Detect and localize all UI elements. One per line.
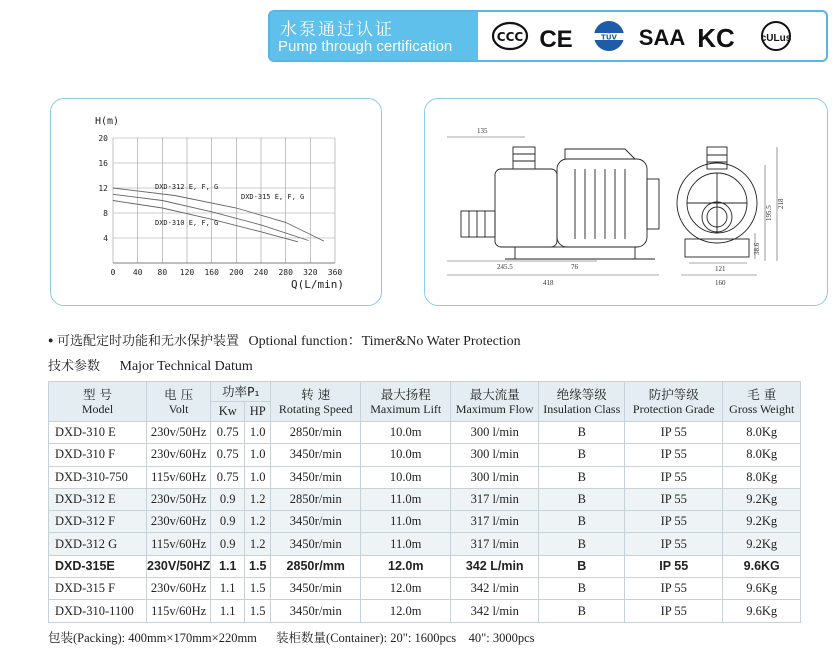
cell-volt: 230v/50Hz <box>147 422 211 444</box>
header-power: 功率P₁ <box>211 382 271 402</box>
table-row <box>49 488 801 510</box>
cell-model: DXD-312 G <box>49 533 147 555</box>
cell-flow: 342 l/min <box>451 600 539 622</box>
pump-dimension-drawing <box>425 99 829 307</box>
dim-135: 135 <box>477 127 488 135</box>
cell-model: DXD-310 E <box>49 422 147 444</box>
cell-insulation: B <box>539 600 625 622</box>
cell-model: DXD-310-1100 <box>49 600 147 622</box>
dim-245-5: 245.5 <box>497 263 513 271</box>
cell-protection: IP 55 <box>625 578 723 600</box>
cell-weight: 9.6Kg <box>723 600 801 622</box>
technical-datum-heading <box>48 355 253 375</box>
dim-160: 160 <box>715 279 726 287</box>
cell-insulation: B <box>539 422 625 444</box>
certification-logos <box>486 14 822 58</box>
certification-title-en: Pump through certification <box>278 38 453 55</box>
technical-datum-cn: 技术参数 <box>48 359 101 374</box>
cell-insulation: B <box>539 511 625 533</box>
cell-hp: 1.5 <box>245 600 271 622</box>
cell-insulation: B <box>539 533 625 555</box>
culus-logo <box>761 22 792 50</box>
ccc-logo <box>493 23 527 49</box>
cell-weight: 9.2Kg <box>723 511 801 533</box>
cell-flow: 300 l/min <box>451 466 539 488</box>
cell-flow: 342 l/min <box>451 578 539 600</box>
cell-kw: 0.9 <box>211 488 245 510</box>
cell-weight: 8.0Kg <box>723 444 801 466</box>
cell-speed: 3450r/min <box>271 533 361 555</box>
header-volt: 电 压 Volt <box>147 382 211 422</box>
cell-volt: 115v/60Hz <box>147 533 211 555</box>
table-row <box>49 422 801 444</box>
optional-function-en: Optional function：Timer&No Water Protection <box>248 334 521 349</box>
cell-lift: 11.0m <box>361 533 451 555</box>
series-label-2: DXD-315 E, F, G <box>241 193 305 201</box>
cell-volt: 230v/60Hz <box>147 578 211 600</box>
header-weight: 毛 重 Gross Weight <box>723 382 801 422</box>
svg-text:cULus: cULus <box>760 33 792 44</box>
y-tick-label: 4 <box>103 234 108 243</box>
cell-volt: 230v/60Hz <box>147 444 211 466</box>
saa-logo <box>639 25 686 50</box>
cell-lift: 12.0m <box>361 555 451 577</box>
cell-kw: 1.1 <box>211 600 245 622</box>
cell-speed: 3450r/min <box>271 578 361 600</box>
series-label-3: DXD-310 E, F, G <box>155 219 219 227</box>
y-tick-label: 16 <box>98 159 108 168</box>
certification-title-cn: 水泵通过认证 <box>280 20 394 40</box>
dim-418: 418 <box>543 279 554 287</box>
cell-speed: 3450r/min <box>271 444 361 466</box>
table-row <box>49 555 801 577</box>
svg-text:KC: KC <box>697 23 735 53</box>
tuv-logo <box>594 21 624 51</box>
table-row <box>49 444 801 466</box>
optional-function-line <box>48 330 521 350</box>
container-en: (Container): 20": 1600pcs 40": 3000pcs <box>326 631 535 645</box>
performance-curve-chart <box>51 99 383 307</box>
pump-dimension-panel <box>424 98 828 306</box>
x-tick-label: 160 <box>204 268 219 277</box>
cell-volt: 115v/60Hz <box>147 600 211 622</box>
cell-kw: 0.75 <box>211 466 245 488</box>
table-row <box>49 600 801 622</box>
x-tick-label: 200 <box>229 268 244 277</box>
cell-lift: 11.0m <box>361 511 451 533</box>
cell-flow: 317 l/min <box>451 488 539 510</box>
y-tick-label: 12 <box>98 184 108 193</box>
performance-curve-panel <box>50 98 382 306</box>
cell-weight: 8.0Kg <box>723 466 801 488</box>
x-tick-label: 320 <box>303 268 318 277</box>
pump-side-view <box>461 147 659 259</box>
optional-function-cn: 可选配定时功能和无水保护装置 <box>56 334 239 349</box>
header-flow: 最大流量 Maximum Flow <box>451 382 539 422</box>
svg-text:SAA: SAA <box>638 25 686 50</box>
cell-protection: IP 55 <box>625 533 723 555</box>
cell-protection: IP 55 <box>625 466 723 488</box>
header-lift: 最大扬程 Maximum Lift <box>361 382 451 422</box>
series-line-1 <box>113 194 309 240</box>
cell-hp: 1.2 <box>245 488 271 510</box>
dim-76: 76 <box>571 263 578 271</box>
y-axis-label: H(m) <box>95 116 120 127</box>
y-tick-label: 20 <box>98 134 108 143</box>
cell-model: DXD-310-750 <box>49 466 147 488</box>
cell-model: DXD-312 E <box>49 488 147 510</box>
x-tick-label: 40 <box>132 268 143 277</box>
header-insulation: 绝缘等级 Insulation Class <box>539 382 625 422</box>
cell-protection: IP 55 <box>625 444 723 466</box>
kc-logo <box>697 23 735 53</box>
table-row <box>49 578 801 600</box>
dim-218: 218 <box>777 198 785 209</box>
packing-footer <box>48 628 535 646</box>
header-speed: 转 速 Rotating Speed <box>271 382 361 422</box>
cell-volt: 115v/60Hz <box>147 466 211 488</box>
cell-protection: IP 55 <box>625 511 723 533</box>
table-row <box>49 533 801 555</box>
cell-volt: 230V/50HZ <box>147 555 211 577</box>
packing-en: (Packing): 400mm×170mm×220mm <box>73 631 257 645</box>
x-axis-label: Q(L/min) <box>291 278 344 291</box>
container-cn: 装柜数量 <box>276 630 327 645</box>
cell-hp: 1.2 <box>245 533 271 555</box>
cell-weight: 9.6KG <box>723 555 801 577</box>
x-tick-label: 280 <box>278 268 293 277</box>
cell-kw: 1.1 <box>211 578 245 600</box>
cell-volt: 230v/60Hz <box>147 511 211 533</box>
cell-insulation: B <box>539 488 625 510</box>
cell-insulation: B <box>539 466 625 488</box>
cell-protection: IP 55 <box>625 555 723 577</box>
cell-flow: 317 l/min <box>451 533 539 555</box>
cell-kw: 0.75 <box>211 422 245 444</box>
dim-195-5: 195.5 <box>765 205 773 221</box>
cell-hp: 1.5 <box>245 555 271 577</box>
cell-lift: 10.0m <box>361 444 451 466</box>
cell-weight: 9.2Kg <box>723 533 801 555</box>
cell-hp: 1.5 <box>245 578 271 600</box>
x-tick-label: 360 <box>327 268 343 277</box>
cell-lift: 11.0m <box>361 488 451 510</box>
table-row <box>49 511 801 533</box>
cell-speed: 3450r/min <box>271 600 361 622</box>
cell-lift: 12.0m <box>361 578 451 600</box>
svg-text:CE: CE <box>539 26 573 53</box>
ce-logo <box>539 26 572 53</box>
cell-model: DXD-315 F <box>49 578 147 600</box>
cell-model: DXD-310 F <box>49 444 147 466</box>
svg-text:CCC: CCC <box>496 30 524 44</box>
cell-hp: 1.0 <box>245 444 271 466</box>
cell-weight: 8.0Kg <box>723 422 801 444</box>
technical-datum-en: Major Technical Datum <box>119 359 253 374</box>
cell-model: DXD-315E <box>49 555 147 577</box>
cell-weight: 9.2Kg <box>723 488 801 510</box>
cell-speed: 3450r/min <box>271 466 361 488</box>
header-protection: 防护等级 Protection Grade <box>625 382 723 422</box>
x-tick-label: 120 <box>179 268 195 277</box>
certification-label <box>270 12 478 60</box>
cell-protection: IP 55 <box>625 600 723 622</box>
bullet: ● <box>48 335 54 345</box>
cell-flow: 342 L/min <box>451 555 539 577</box>
cell-insulation: B <box>539 578 625 600</box>
cell-hp: 1.0 <box>245 466 271 488</box>
cell-kw: 1.1 <box>211 555 245 577</box>
cell-insulation: B <box>539 555 625 577</box>
dim-38-6: 38.6 <box>753 242 761 255</box>
cell-speed: 3450r/min <box>271 511 361 533</box>
x-tick-label: 0 <box>110 268 116 277</box>
cell-protection: IP 55 <box>625 488 723 510</box>
cell-weight: 9.6Kg <box>723 578 801 600</box>
cell-speed: 2850r/min <box>271 488 361 510</box>
cell-hp: 1.0 <box>245 422 271 444</box>
header-hp: HP <box>245 402 271 422</box>
cell-lift: 12.0m <box>361 600 451 622</box>
cell-flow: 300 l/min <box>451 444 539 466</box>
series-label-1: DXD-312 E, F, G <box>155 183 219 191</box>
cell-flow: 300 l/min <box>451 422 539 444</box>
certification-banner <box>268 10 828 62</box>
cell-kw: 0.9 <box>211 533 245 555</box>
cell-model: DXD-312 F <box>49 511 147 533</box>
y-tick-label: 8 <box>103 209 108 218</box>
cell-speed: 2850r/min <box>271 422 361 444</box>
svg-text:TÜV: TÜV <box>601 33 617 42</box>
cell-kw: 0.9 <box>211 511 245 533</box>
cell-volt: 230v/50Hz <box>147 488 211 510</box>
header-model: 型 号 Model <box>49 382 147 422</box>
cell-kw: 0.75 <box>211 444 245 466</box>
packing-cn: 包装 <box>48 630 74 645</box>
cell-hp: 1.2 <box>245 511 271 533</box>
dim-121: 121 <box>715 265 726 273</box>
cell-speed: 2850r/mm <box>271 555 361 577</box>
cell-lift: 10.0m <box>361 422 451 444</box>
cell-protection: IP 55 <box>625 422 723 444</box>
pump-front-view <box>677 147 757 257</box>
cell-insulation: B <box>539 444 625 466</box>
table-row <box>49 466 801 488</box>
x-tick-label: 240 <box>253 268 269 277</box>
header-kw: Kw <box>211 402 245 422</box>
cell-flow: 317 l/min <box>451 511 539 533</box>
cell-lift: 10.0m <box>361 466 451 488</box>
spec-table <box>48 381 801 623</box>
x-tick-label: 80 <box>157 268 168 277</box>
